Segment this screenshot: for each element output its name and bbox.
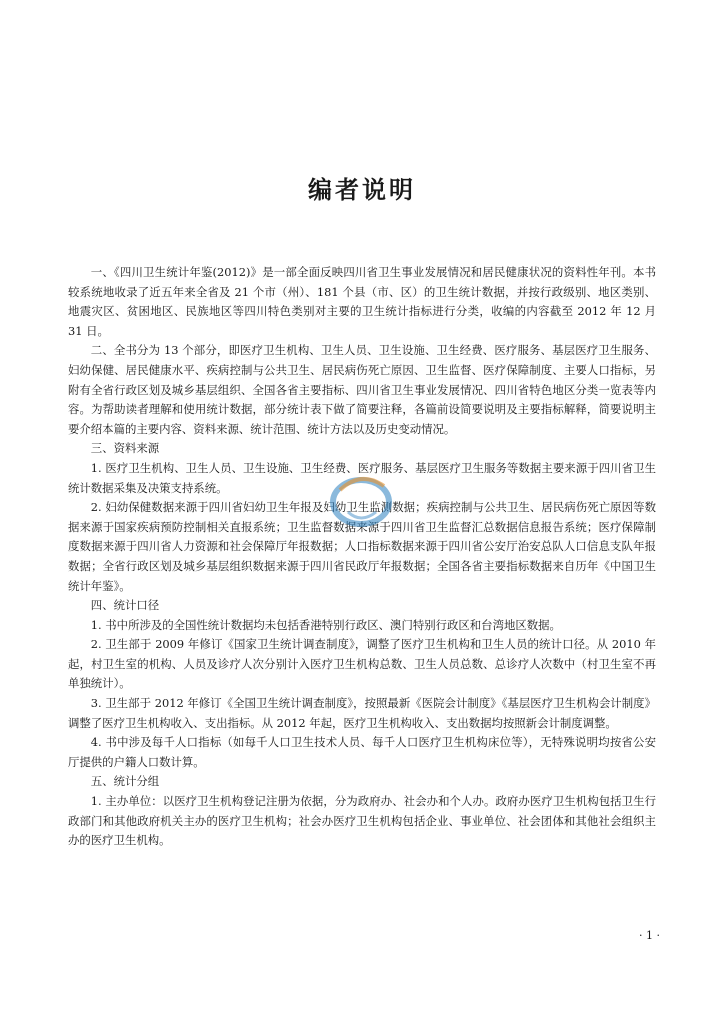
paragraph: 1. 医疗卫生机构、卫生人员、卫生设施、卫生经费、医疗服务、基层医疗卫生服务等数据主要来源于四川省卫生统计数据采集及决策支持系统。 (68, 460, 656, 495)
page-number: · 1 · (639, 929, 660, 942)
section-heading: 三、资料来源 (90, 441, 160, 456)
body-text (68, 263, 656, 851)
section-heading: 五、统计分组 (90, 774, 160, 789)
section-heading: 四、统计口径 (90, 598, 160, 613)
paragraph: 1. 书中所涉及的全国性统计数据均未包括香港特别行政区、澳门特别行政区和台湾地区数据。 (90, 617, 561, 632)
paragraph: 二、全书分为 13 个部分，即医疗卫生机构、卫生人员、卫生设施、卫生经费、医疗服务、基层医疗卫生服务、妇幼保健、居民健康水平、疾病控制与公共卫生、居民病伤死亡原因、卫生监督、医疗保障制度、主要人口指标，另附有全省行政区划及城乡基层组织、全国各省主要指标、四川省卫生事业发展情况、四川省特色地区分类一览表等内容。为帮助读者理解和使用统计数据，部分统计表下做了简要注释，各篇前设简要说明及主要指标解释，简要说明主要介绍本篇的主要内容、资料来源、统计范围、统计方法以及历史变动情况。 (68, 343, 656, 436)
paragraph: 一、《四川卫生统计年鉴(2012)》是一部全面反映四川省卫生事业发展情况和居民健康状况的资料性年刊。本书较系统地收录了近五年来全省及 21 个市（州）、181 个县（市、区）的卫生统计数据，并按行政级别、地区类别、地震灾区、贫困地区、民族地区等四川特色类别对主要的卫生统计指标进行分类，收编的内容截至 2012 年 12 月 31 日。 (68, 265, 656, 338)
publisher-logo-icon (326, 466, 396, 536)
paragraph: 2. 卫生部于 2009 年修订《国家卫生统计调查制度》，调整了医疗卫生机构和卫生人员的统计口径。从 2010 年起，村卫生室的机构、人员及诊疗人次分别计入医疗卫生机构总数、卫生人员总数、总诊疗人次数中（村卫生室不再单独统计）。 (68, 637, 656, 691)
page-title: 编者说明 (308, 176, 416, 204)
paragraph: 2. 妇幼保健数据来源于四川省妇幼卫生年报及妇幼卫生监测数据；疾病控制与公共卫生、居民病伤死亡原因等数据来源于国家疾病预防控制相关直报系统；卫生监督数据来源于四川省卫生监督汇总数据信息报告系统；医疗保障制度数据来源于四川省人力资源和社会保障厅年报数据；人口指标数据来源于四川省公安厅治安总队人口信息支队年报数据；全省行政区划及城乡基层组织数据来源于四川省民政厅年报数据；全国各省主要指标数据来自历年《中国卫生统计年鉴》。 (68, 500, 656, 593)
paragraph: 4. 书中涉及每千人口指标（如每千人口卫生技术人员、每千人口医疗卫生机构床位等），无特殊说明均按省公安厅提供的户籍人口数计算。 (68, 735, 656, 769)
paragraph: 3. 卫生部于 2012 年修订《全国卫生统计调查制度》，按照最新《医院会计制度》《基层医疗卫生机构会计制度》调整了医疗卫生机构收入、支出指标。从 2012 年起，医疗卫生机构收入、支出数据均按照新会计制度调整。 (68, 696, 656, 730)
paragraph: 1. 主办单位：以医疗卫生机构登记注册为依据，分为政府办、社会办和个人办。政府办医疗卫生机构包括卫生行政部门和其他政府机关主办的医疗卫生机构；社会办医疗卫生机构包括企业、事业单位、社会团体和其他社会组织主办的医疗卫生机构。 (68, 794, 656, 848)
